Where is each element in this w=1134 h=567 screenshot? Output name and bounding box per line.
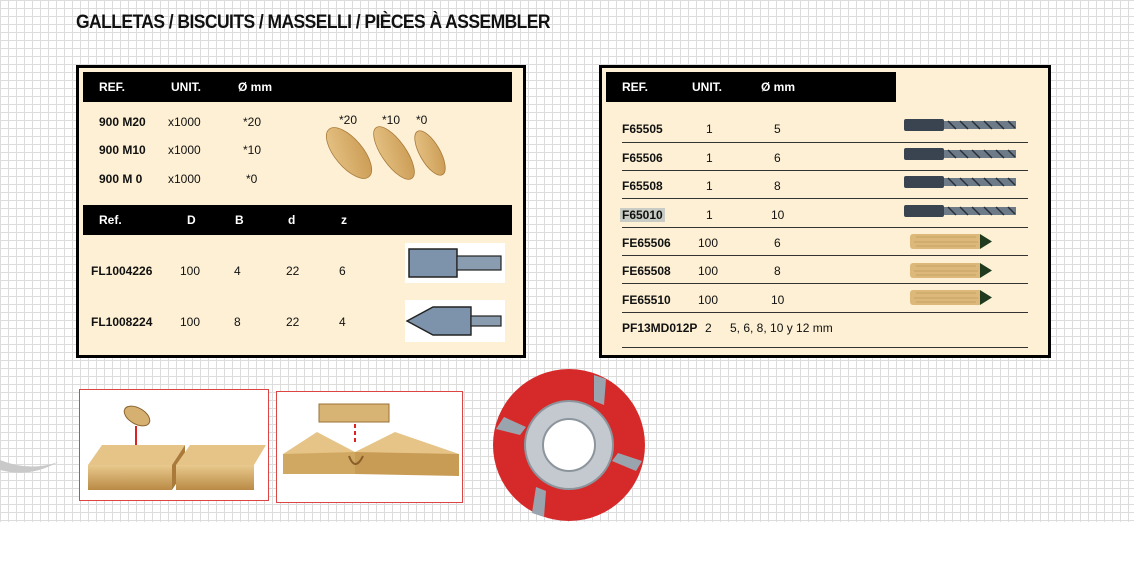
biscuit-images <box>324 123 454 185</box>
header-B: B <box>235 213 244 227</box>
wood-corner-icon <box>277 392 463 503</box>
biscuit-ref: 900 M20 <box>99 115 146 129</box>
cutter-z: 4 <box>339 315 346 329</box>
dowel-ref: F65508 <box>622 179 663 193</box>
biscuit-table-header <box>83 72 512 102</box>
dowel-ref: FE65508 <box>622 264 671 278</box>
wood-boards-icon <box>80 390 269 501</box>
row-divider <box>622 255 1028 256</box>
dowel-diameter: 8 <box>774 264 781 278</box>
cutter-ref: FL1004226 <box>91 264 153 278</box>
header-d: d <box>288 213 296 227</box>
cutter-ref: FL1008224 <box>91 315 153 329</box>
header-unit: UNIT. <box>692 80 722 94</box>
row-divider <box>622 142 1028 143</box>
wood-dowel-icon <box>910 233 992 250</box>
biscuit-unit: x1000 <box>168 172 201 186</box>
cutter-d: 22 <box>286 315 300 329</box>
dowel-diameter: 5 <box>774 122 781 136</box>
drill-bit-icon <box>904 147 1018 161</box>
row-divider <box>622 198 1028 199</box>
row-divider <box>622 283 1028 284</box>
dowel-unit: 1 <box>706 208 713 222</box>
cutter-d: 22 <box>286 264 300 278</box>
wood-dowel-icon <box>910 289 992 306</box>
biscuit-panel <box>76 65 526 358</box>
header-ref: Ref. <box>99 213 122 227</box>
biscuit-joint-illustration <box>79 389 269 501</box>
biscuit-image-label: *10 <box>382 113 401 127</box>
highlighted-ref: F65010 <box>622 208 663 222</box>
decorative-swoosh <box>0 450 60 480</box>
cutter-B: 4 <box>234 264 241 278</box>
dowel-unit: 100 <box>698 293 719 307</box>
biscuit-diameter: *10 <box>243 143 262 157</box>
dowel-table-header <box>606 72 896 102</box>
cutter-D: 100 <box>180 315 201 329</box>
dowel-ref <box>620 208 665 222</box>
biscuit-image-label: *20 <box>339 113 358 127</box>
dowel-diameter: 6 <box>774 151 781 165</box>
dowel-unit: 1 <box>706 179 713 193</box>
dowel-ref: PF13MD012P <box>622 321 698 335</box>
biscuit-unit: x1000 <box>168 143 201 157</box>
header-diameter: Ø mm <box>761 80 796 94</box>
cylinder-cutter-icon <box>405 243 505 283</box>
header-ref: REF. <box>622 80 649 94</box>
dowel-diameter: 8 <box>774 179 781 193</box>
header-D: D <box>187 213 196 227</box>
biscuit-diameter: *20 <box>243 115 262 129</box>
biscuit-diameter: *0 <box>246 172 258 186</box>
row-divider <box>622 227 1028 228</box>
row-divider <box>622 347 1028 348</box>
dowel-diameter: 5, 6, 8, 10 y 12 mm <box>730 321 833 335</box>
drill-bit-icon <box>904 118 1018 132</box>
header-ref: REF. <box>99 80 126 94</box>
biscuit-0-icon <box>409 126 451 179</box>
page-title: GALLETAS / BISCUITS / MASSELLI / PIÈCES À ASSEMBLER <box>76 12 550 33</box>
biscuit-10-icon <box>366 123 421 185</box>
dowel-ref: FE65506 <box>622 236 671 250</box>
dowel-ref: F65506 <box>622 151 663 165</box>
wood-dowel-icon <box>910 262 992 279</box>
header-z: z <box>341 213 347 227</box>
header-unit: UNIT. <box>171 80 201 94</box>
biscuit-slot-illustration <box>276 391 463 503</box>
cutter-D: 100 <box>180 264 201 278</box>
dowel-panel <box>599 65 1051 358</box>
dowel-diameter: 10 <box>771 208 785 222</box>
row-divider <box>622 170 1028 171</box>
dowel-unit: 100 <box>698 264 719 278</box>
dowel-unit: 1 <box>706 151 713 165</box>
dowel-unit: 100 <box>698 236 719 250</box>
dowel-diameter: 10 <box>771 293 785 307</box>
biscuit-ref: 900 M 0 <box>99 172 143 186</box>
header-diameter: Ø mm <box>238 80 273 94</box>
cutter-B: 8 <box>234 315 241 329</box>
cutter-table-header <box>83 205 512 235</box>
drill-bit-icon <box>904 204 1018 218</box>
dowel-unit: 1 <box>706 122 713 136</box>
biscuit-unit: x1000 <box>168 115 201 129</box>
drill-bit-icon <box>904 175 1018 189</box>
dowel-ref: FE65510 <box>622 293 671 307</box>
dowel-ref: F65505 <box>622 122 663 136</box>
cutter-z: 6 <box>339 264 346 278</box>
biscuit-image-label: *0 <box>416 113 428 127</box>
biscuit-cutter-blade-icon <box>486 365 652 525</box>
row-divider <box>622 312 1028 313</box>
dowel-unit: 2 <box>705 321 712 335</box>
dowel-diameter: 6 <box>774 236 781 250</box>
biscuit-20-icon <box>324 123 380 185</box>
biscuit-ref: 900 M10 <box>99 143 146 157</box>
pointed-cutter-icon <box>405 300 505 342</box>
